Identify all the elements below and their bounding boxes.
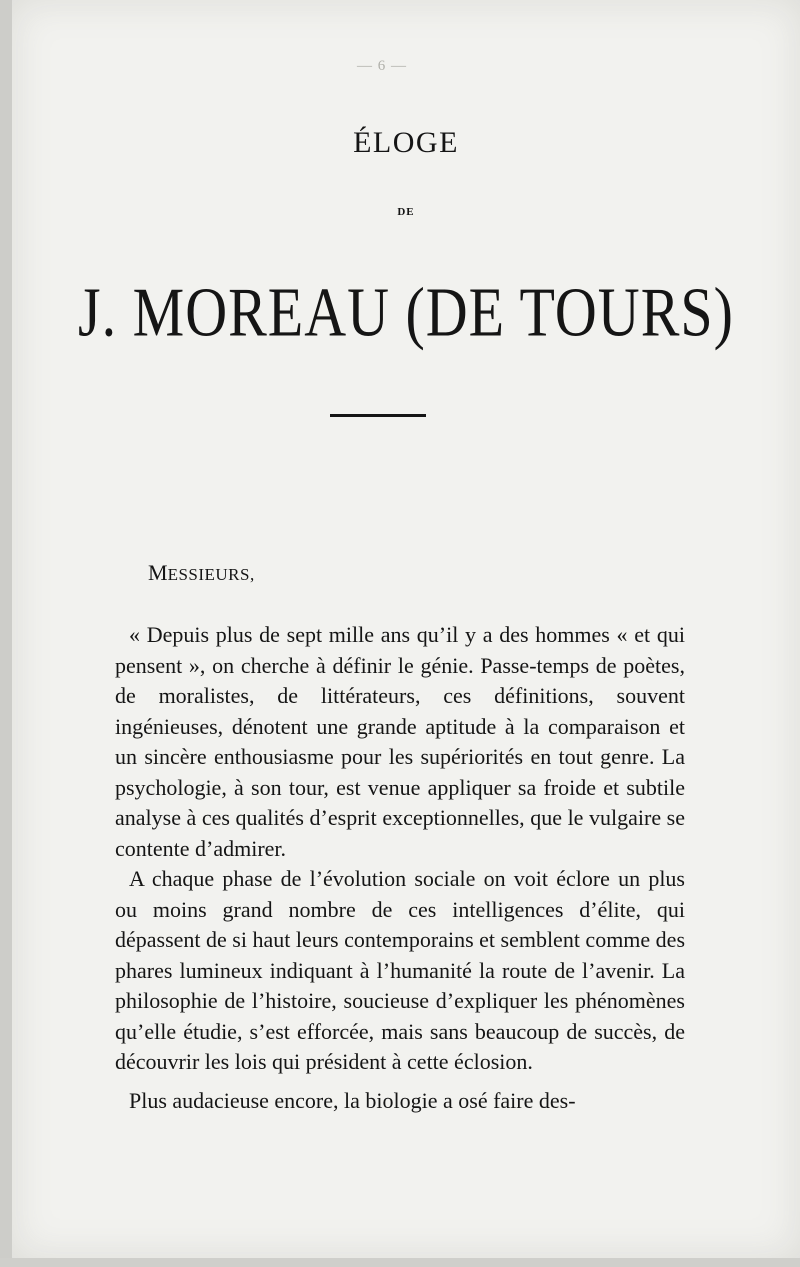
title-eloge: ÉLOGE — [353, 126, 459, 159]
scan-bottom-edge — [0, 1258, 800, 1267]
scan-left-edge — [0, 0, 12, 1267]
salutation — [148, 560, 255, 586]
page-number: — 6 — — [357, 58, 407, 74]
salutation-initial: M — [148, 560, 168, 585]
paragraph-2: A chaque phase de l’évolution sociale on voit éclore un plus ou moins grand nombre de ces intelligences d’élite, qui dépassent de si haut leurs contemporains et semblent comme des phares lumineux indiquant à l’humanité la route de l’avenir. La philosophie de l’histoire, soucieuse d’expliquer les phénomènes qu’elle étudie, s’est efforcée, mais sans beaucoup de succès, de découvrir les lois qui président à cette éclosion. — [115, 866, 686, 1074]
paragraph-3: Plus audacieuse encore, la biologie a osé faire des- — [129, 1087, 576, 1113]
title-de: DE — [397, 206, 415, 218]
body-text — [115, 620, 685, 1116]
salutation-rest: ESSIEURS, — [167, 565, 255, 584]
title-rule — [330, 414, 426, 417]
paragraph-1: « Depuis plus de sept mille ans qu’il y a des hommes « et qui pensent », on cherche à définir le génie. Passe-temps de poètes, de moralistes, de littérateurs, ces définitions, souvent ingénieuses, dénotent une grande aptitude à la comparaison et un sincère enthousiasme pour les supériorités en tout genre. La psychologie, à son tour, est venue appliquer sa froide et subtile analyse à ces qualités d’esprit exceptionnelles, que le vulgaire se contente d’admirer. — [115, 622, 685, 861]
title-name: J. MOREAU (DE TOURS) — [78, 273, 734, 352]
book-page — [12, 0, 800, 1258]
